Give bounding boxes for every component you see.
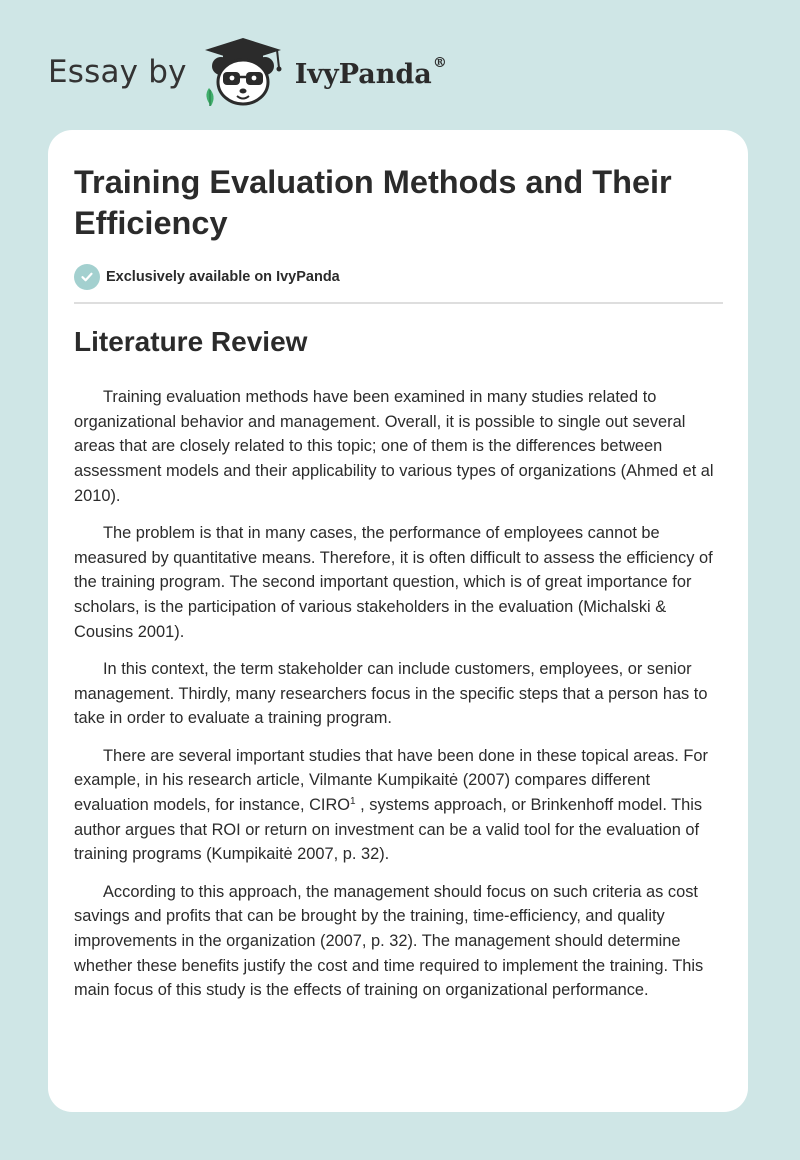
exclusive-label: Exclusively available on IvyPanda [106,269,340,285]
article-card [48,130,748,1112]
article-body [74,385,726,1016]
exclusive-badge [74,264,340,290]
panda-logo-icon[interactable] [199,36,291,108]
brand-prefix: Essay by [48,54,187,90]
divider [74,302,723,304]
site-header [48,36,447,108]
paragraph [74,744,726,868]
brand-name: IvyPanda® [294,54,447,90]
paragraph: Training evaluation methods have been examined in many studies related to organizational behavior and management. Overall, it is possible to single out several areas that are closely related to this topic; one of them is the differences between assessment models and their applicability to various types of organizations (Ahmed et al 2010). [74,388,714,505]
paragraph: The problem is that in many cases, the performance of employees cannot be measured by quantitative means. Therefore, it is often difficult to assess the efficiency of the training program. The second important question, which is of great importance for scholars, is the participation of various stakeholders in the evaluation (Michalski & Cousins 2001). [74,524,713,641]
paragraph-text: There are several important studies that have been done in these topical areas. For example, in his research article, Vilmante Kumpikaitė (2007) compares different evaluation models, for instance, CIRO [74,746,708,815]
section-heading: Literature Review [74,326,308,357]
paragraph: In this context, the term stakeholder can include customers, employees, or senior management. Thirdly, many researchers focus in the specific steps that a person has to take in order to evaluate a training program. [74,660,708,728]
page-title: Training Evaluation Methods and Their Efficiency [74,164,672,241]
footnote-marker[interactable]: 1 [350,796,356,808]
paragraph-text: , systems approach, or Brinkenhoff model. This author argues that ROI or return on investment can be a valid tool for the evaluation of training programs (Kumpikaitė 2007, p. 32). [74,796,703,864]
check-circle-icon [74,264,100,290]
paragraph: According to this approach, the management should focus on such criteria as cost savings and profits that can be brought by the training, time-efficiency, and quality improvements in the organization (2007, p. 32). The management should determine whether these benefits justify the cost and time required to implement the training. This main focus of this study is the effects of training on organizational performance. [74,882,704,1000]
